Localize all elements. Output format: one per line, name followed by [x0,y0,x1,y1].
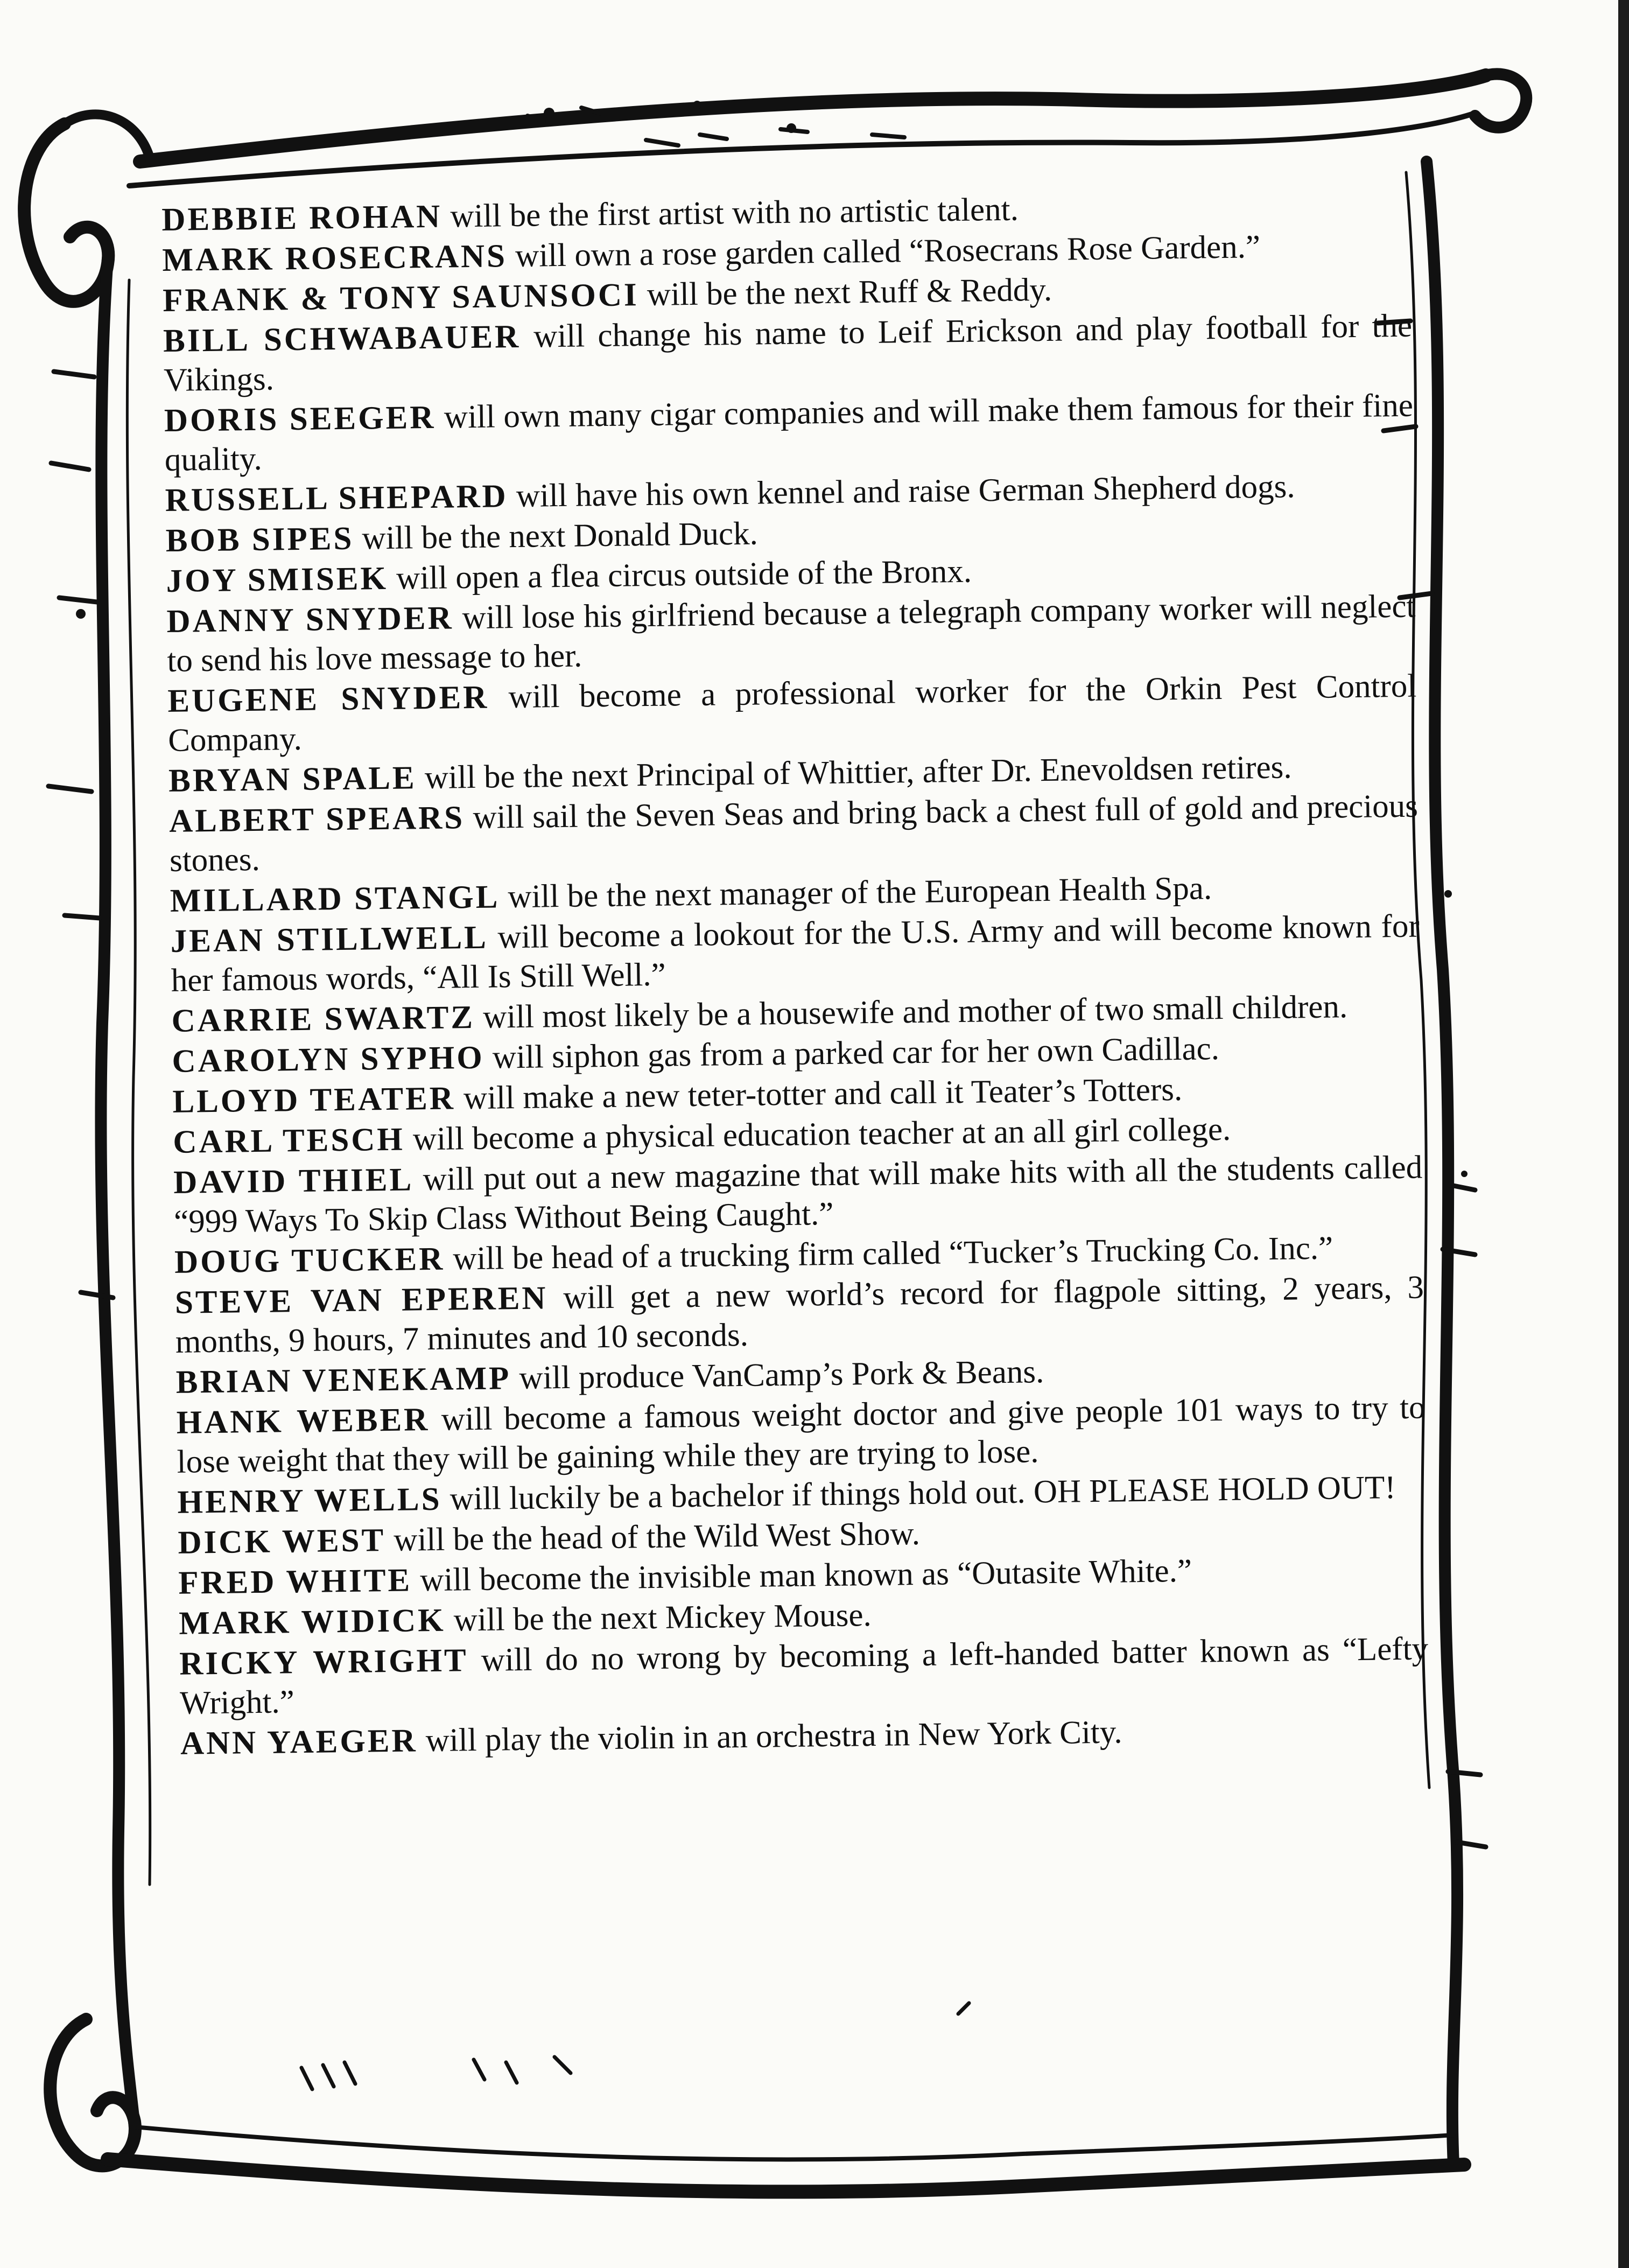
list-item [167,667,1417,760]
entry-text: will be the head of the Wild West Show. [394,1515,921,1558]
entry-text: will be head of a trucking firm called “Tucker’s Trucking Co. Inc.” [453,1230,1333,1277]
entry-name: BRYAN SPALE [168,760,417,799]
entry-text: will become a physical education teacher at an all girl college. [412,1111,1231,1158]
list-item [179,1629,1429,1723]
entry-text: will siphon gas from a parked car for her own Cadillac. [492,1031,1220,1076]
entry-text: will lose his girlfriend because a telegraph company worker will neglect to send his love message to her. [167,588,1416,679]
entry-text: will be the first artist with no artistic talent. [450,191,1019,235]
entry-text: will have his own kennel and raise German Shepherd dogs. [516,468,1295,514]
entry-text: will become a famous weight doctor and give people 101 ways to try to lose weight that they will be gaining while they are trying to lose. [177,1389,1426,1480]
entry-name: BOB SIPES [165,520,354,559]
entry-name: JEAN STILLWELL [170,919,489,960]
entry-text: will change his name to Leif Erickson and play football for the Vikings. [163,307,1413,398]
entry-name: ANN YAEGER [180,1723,418,1762]
entry-name: LLOYD TEATER [172,1080,456,1120]
entry-name: MARK ROSECRANS [162,238,508,278]
entry-name: MILLARD STANGL [170,879,500,919]
entry-text: will play the violin in an orchestra in New York City. [425,1714,1122,1759]
entry-text: will produce VanCamp’s Pork & Beans. [519,1354,1044,1397]
entry-text: will sail the Seven Seas and bring back a chest full of gold and precious stones. [169,788,1419,879]
list-item [170,907,1420,1000]
list-item [175,1268,1425,1362]
entry-name: DEBBIE ROHAN [162,198,443,238]
prophecy-list [162,185,1434,2106]
list-item [164,386,1414,480]
entry-text: will be the next Mickey Mouse. [453,1597,872,1639]
entry-text: will become the invisible man known as “Outasite White.” [419,1552,1192,1599]
entry-name: FRANK & TONY SAUNSOCI [162,277,640,319]
list-item [176,1388,1426,1481]
entry-text: will become a lookout for the U.S. Army and will become known for her famous words, “All Is Still Well.” [171,908,1420,999]
entry-text: will put out a new magazine that will make hits with all the students called “999 Ways To Skip Class Without Being Caught.” [173,1149,1423,1240]
entry-name: CARRIE SWARTZ [171,999,475,1039]
entry-name: RICKY WRIGHT [179,1642,469,1682]
entry-name: CARL TESCH [172,1121,405,1160]
entry-text: will own many cigar companies and will make them famous for their fine quality. [164,387,1414,478]
page-edge [1618,0,1629,2268]
entry-text: will make a new teter-totter and call it Teater’s Totters. [463,1071,1183,1117]
entry-name: DORIS SEEGER [164,399,436,439]
entry-name: CAROLYN SYPHO [172,1039,485,1080]
list-item [163,306,1413,400]
entry-text: will most likely be a housewife and mother of two small children. [482,989,1348,1035]
entry-name: FRED WHITE [178,1562,412,1601]
entry-name: BRIAN VENEKAMP [175,1360,511,1401]
entry-name: ALBERT SPEARS [168,800,465,839]
entry-name: DAVID THIEL [173,1161,414,1201]
entry-text: will own a rose garden called “Rosecrans Rose Garden.” [515,229,1261,274]
entry-name: RUSSELL SHEPARD [165,478,509,519]
entry-name: HENRY WELLS [177,1481,442,1521]
entry-name: JOY SMISEK [166,560,389,599]
entry-text: will become a professional worker for the Orkin Pest Control Company. [167,668,1417,759]
list-item [173,1148,1423,1242]
entry-name: BILL SCHWABAUER [163,318,521,359]
entry-text: will be the next Donald Duck. [362,515,759,557]
list-item [166,587,1416,681]
entry-text: will get a new world’s record for flagpole sitting, 2 years, 3 months, 9 hours, 7 minutes and 10 seconds. [175,1269,1424,1360]
entry-name: DOUG TUCKER [174,1241,445,1280]
entry-name: STEVE VAN EPEREN [174,1280,548,1321]
entry-text: will open a flea circus outside of the Bronx. [396,553,972,597]
entry-name: EUGENE SNYDER [167,679,489,719]
entry-text: will do no wrong by becoming a left-handed batter known as “Lefty Wright.” [179,1630,1429,1721]
entry-text: will be the next Ruff & Reddy. [647,271,1052,313]
entry-name: DANNY SNYDER [166,600,454,640]
entry-name: DICK WEST [178,1522,386,1561]
entry-text: will be the next Principal of Whittier, after Dr. Enevoldsen retires. [424,749,1292,796]
entry-name: HANK WEBER [176,1402,430,1441]
entry-text: will be the next manager of the European Health Spa. [508,870,1212,915]
entry-name: MARK WIDICK [178,1602,446,1642]
list-item [169,787,1419,880]
entry-text: will luckily be a bachelor if things hold out. OH PLEASE HOLD OUT! [450,1469,1396,1517]
